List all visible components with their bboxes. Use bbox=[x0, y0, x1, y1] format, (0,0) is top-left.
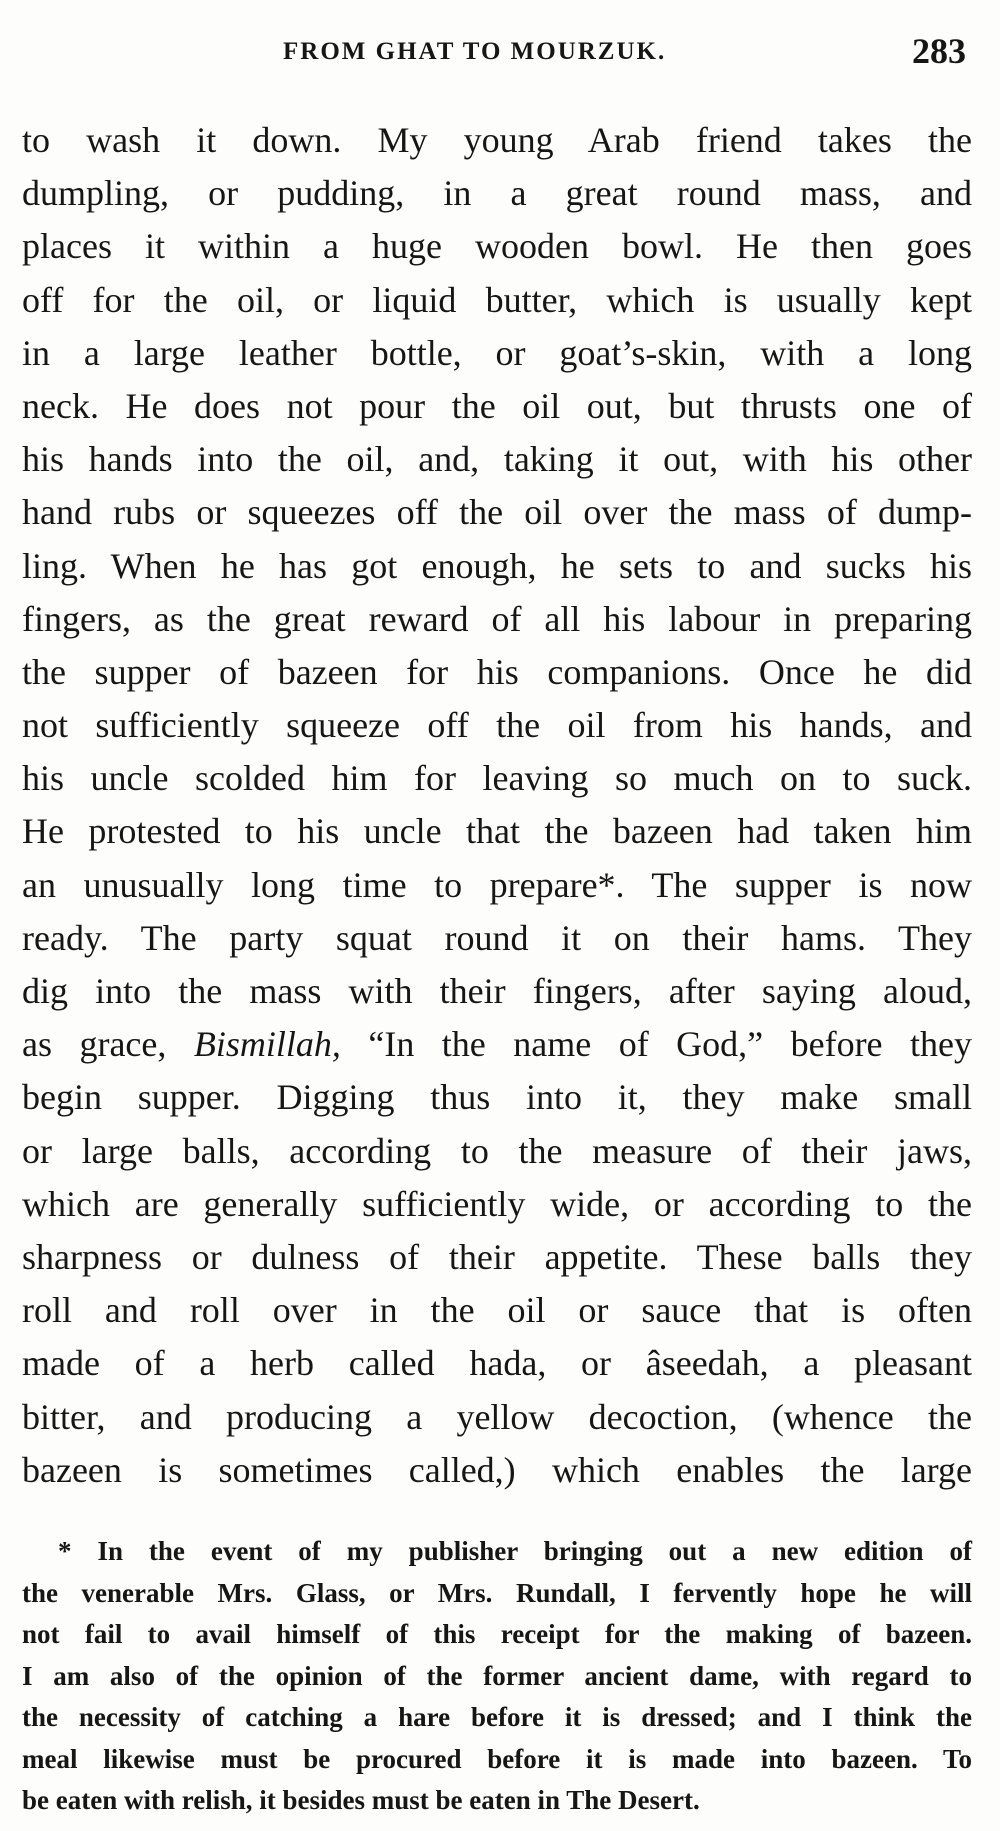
text-line: begin supper. Digging thus into it, they make small bbox=[22, 1077, 972, 1118]
text-line: ling. When he has got enough, he sets to and sucks his bbox=[22, 545, 972, 586]
main-text bbox=[22, 114, 972, 1497]
text-line: He protested to his uncle that the bazeen had taken him bbox=[22, 811, 972, 852]
footnote-line: the venerable Mrs. Glass, or Mrs. Rundall, I fervently hope he will bbox=[22, 1577, 972, 1608]
text-line: roll and roll over in the oil or sauce that is often bbox=[22, 1290, 972, 1331]
footnote-line: not fail to avail himself of this receipt for the making of bazeen. bbox=[22, 1619, 972, 1649]
text-line-with-italic bbox=[22, 1018, 972, 1071]
footnote-line: meal likewise must be procured before it is made into bazeen. To bbox=[22, 1743, 972, 1774]
footnote-line: be eaten with relish, it besides must be eaten in The Desert. bbox=[22, 1785, 700, 1815]
text-line: fingers, as the great reward of all his labour in preparing bbox=[22, 598, 972, 639]
text-line: not sufficiently squeeze off the oil from his hands, and bbox=[22, 705, 972, 746]
footnote-line: I am also of the opinion of the former ancient dame, with regard to bbox=[22, 1660, 972, 1691]
text-line: ready. The party squat round it on their hams. They bbox=[22, 917, 972, 958]
text-line: neck. He does not pour the oil out, but thrusts one of bbox=[22, 385, 972, 426]
text-line: off for the oil, or liquid butter, which is usually kept bbox=[22, 279, 972, 320]
text-line: bitter, and producing a yellow decoction, (whence the bbox=[22, 1396, 972, 1437]
running-title: FROM GHAT TO MOURZUK. bbox=[283, 38, 667, 65]
italic-phrase: Bismillah, bbox=[193, 1024, 341, 1065]
text-line: the supper of bazeen for his companions. Once he did bbox=[22, 651, 972, 692]
text-line: an unusually long time to prepare*. The supper is now bbox=[22, 864, 972, 905]
text-segment: “In the name of God,” before they bbox=[340, 1024, 972, 1065]
footnote bbox=[22, 1531, 972, 1822]
text-line: bazeen is sometimes called,) which enables the large bbox=[22, 1449, 972, 1490]
footnote-line: the necessity of catching a hare before it is dressed; and I think the bbox=[22, 1702, 972, 1732]
page-number: 283 bbox=[912, 31, 966, 71]
text-segment: as grace, bbox=[22, 1024, 194, 1065]
text-line: to wash it down. My young Arab friend takes the bbox=[22, 120, 972, 160]
running-header bbox=[0, 31, 1000, 74]
text-line: dig into the mass with their fingers, after saying aloud, bbox=[22, 971, 972, 1011]
footnote-line: * In the event of my publisher bringing out a new edition of bbox=[58, 1536, 972, 1566]
text-line: in a large leather bottle, or goat’s-skin, with a long bbox=[22, 332, 972, 373]
text-line: sharpness or dulness of their appetite. These balls they bbox=[22, 1236, 972, 1277]
text-line: made of a herb called hada, or âseedah, a pleasant bbox=[22, 1343, 972, 1384]
text-line: hand rubs or squeezes off the oil over the mass of dump- bbox=[22, 492, 972, 533]
text-line: his hands into the oil, and, taking it out, with his other bbox=[22, 439, 972, 480]
text-line: which are generally sufficiently wide, or according to the bbox=[22, 1183, 972, 1224]
text-line: his uncle scolded him for leaving so much on to suck. bbox=[22, 758, 972, 799]
text-line: dumpling, or pudding, in a great round mass, and bbox=[22, 173, 972, 214]
text-line: or large balls, according to the measure of their jaws, bbox=[22, 1130, 972, 1171]
text-line: places it within a huge wooden bowl. He then goes bbox=[22, 226, 972, 267]
